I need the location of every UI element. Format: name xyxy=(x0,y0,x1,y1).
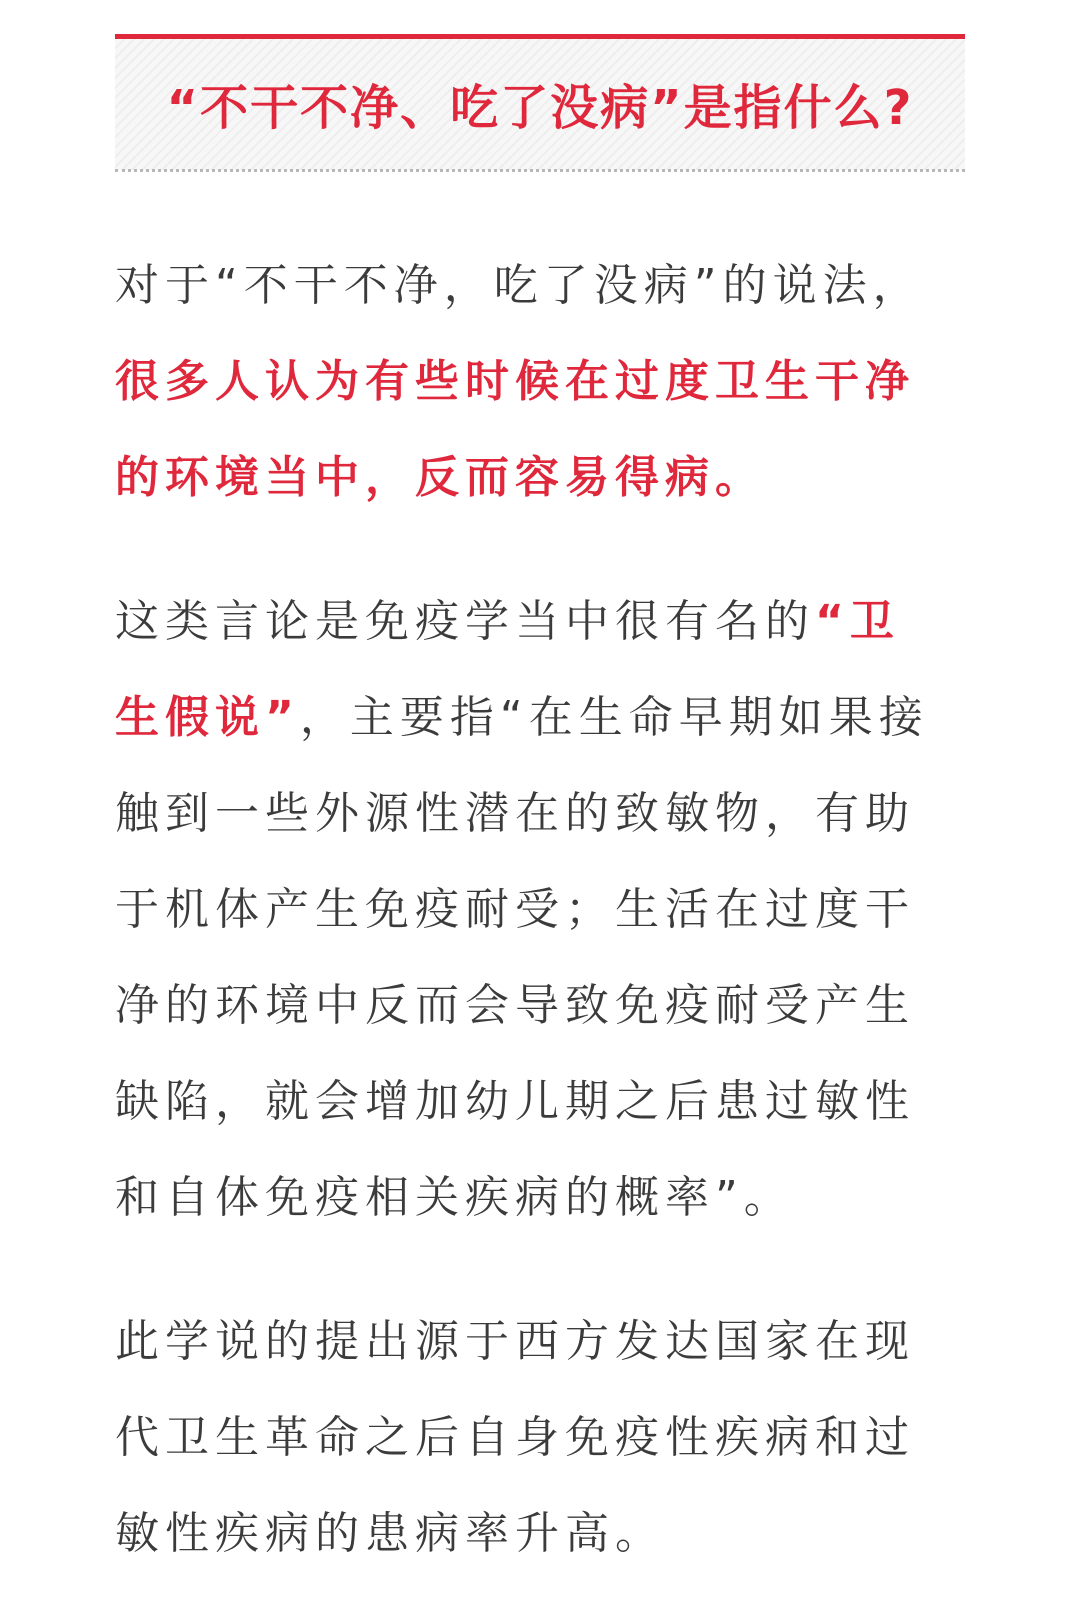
text-line: 这类言论是免疫学当中很有名的 xyxy=(115,596,815,647)
highlighted-text: “卫 xyxy=(815,596,900,647)
text-line: 此学说的提出源于西方发达国家在现 xyxy=(115,1316,915,1367)
section-heading xyxy=(115,34,965,170)
text-line: 代卫生革命之后自身免疫性疾病和过 xyxy=(115,1412,915,1463)
text-line: 对于“不干不净，吃了没病”的说法， xyxy=(115,260,923,311)
paragraph-2 xyxy=(115,574,970,1246)
article-body xyxy=(115,238,970,1582)
text-line: ，主要指“在生命早期如果接 xyxy=(299,692,929,743)
text-line: 触到一些外源性潜在的致敏物，有助 xyxy=(115,788,915,839)
text-line: 敏性疾病的患病率升高。 xyxy=(115,1508,665,1559)
highlighted-text: 生假说” xyxy=(115,692,300,743)
paragraph-1 xyxy=(115,238,970,526)
highlighted-text: 很多人认为有些时候在过度卫生干净 xyxy=(115,356,915,407)
text-line: 于机体产生免疫耐受；生活在过度干 xyxy=(115,884,915,935)
text-line: 缺陷，就会增加幼儿期之后患过敏性 xyxy=(115,1076,915,1127)
paragraph-3 xyxy=(115,1294,970,1582)
heading-title: “不干不净、吃了没病”是指什么? xyxy=(166,80,914,136)
highlighted-text: 的环境当中，反而容易得病。 xyxy=(115,452,765,503)
text-line: 和自体免疫相关疾病的概率”。 xyxy=(115,1172,794,1223)
text-line: 净的环境中反而会导致免疫耐受产生 xyxy=(115,980,915,1031)
